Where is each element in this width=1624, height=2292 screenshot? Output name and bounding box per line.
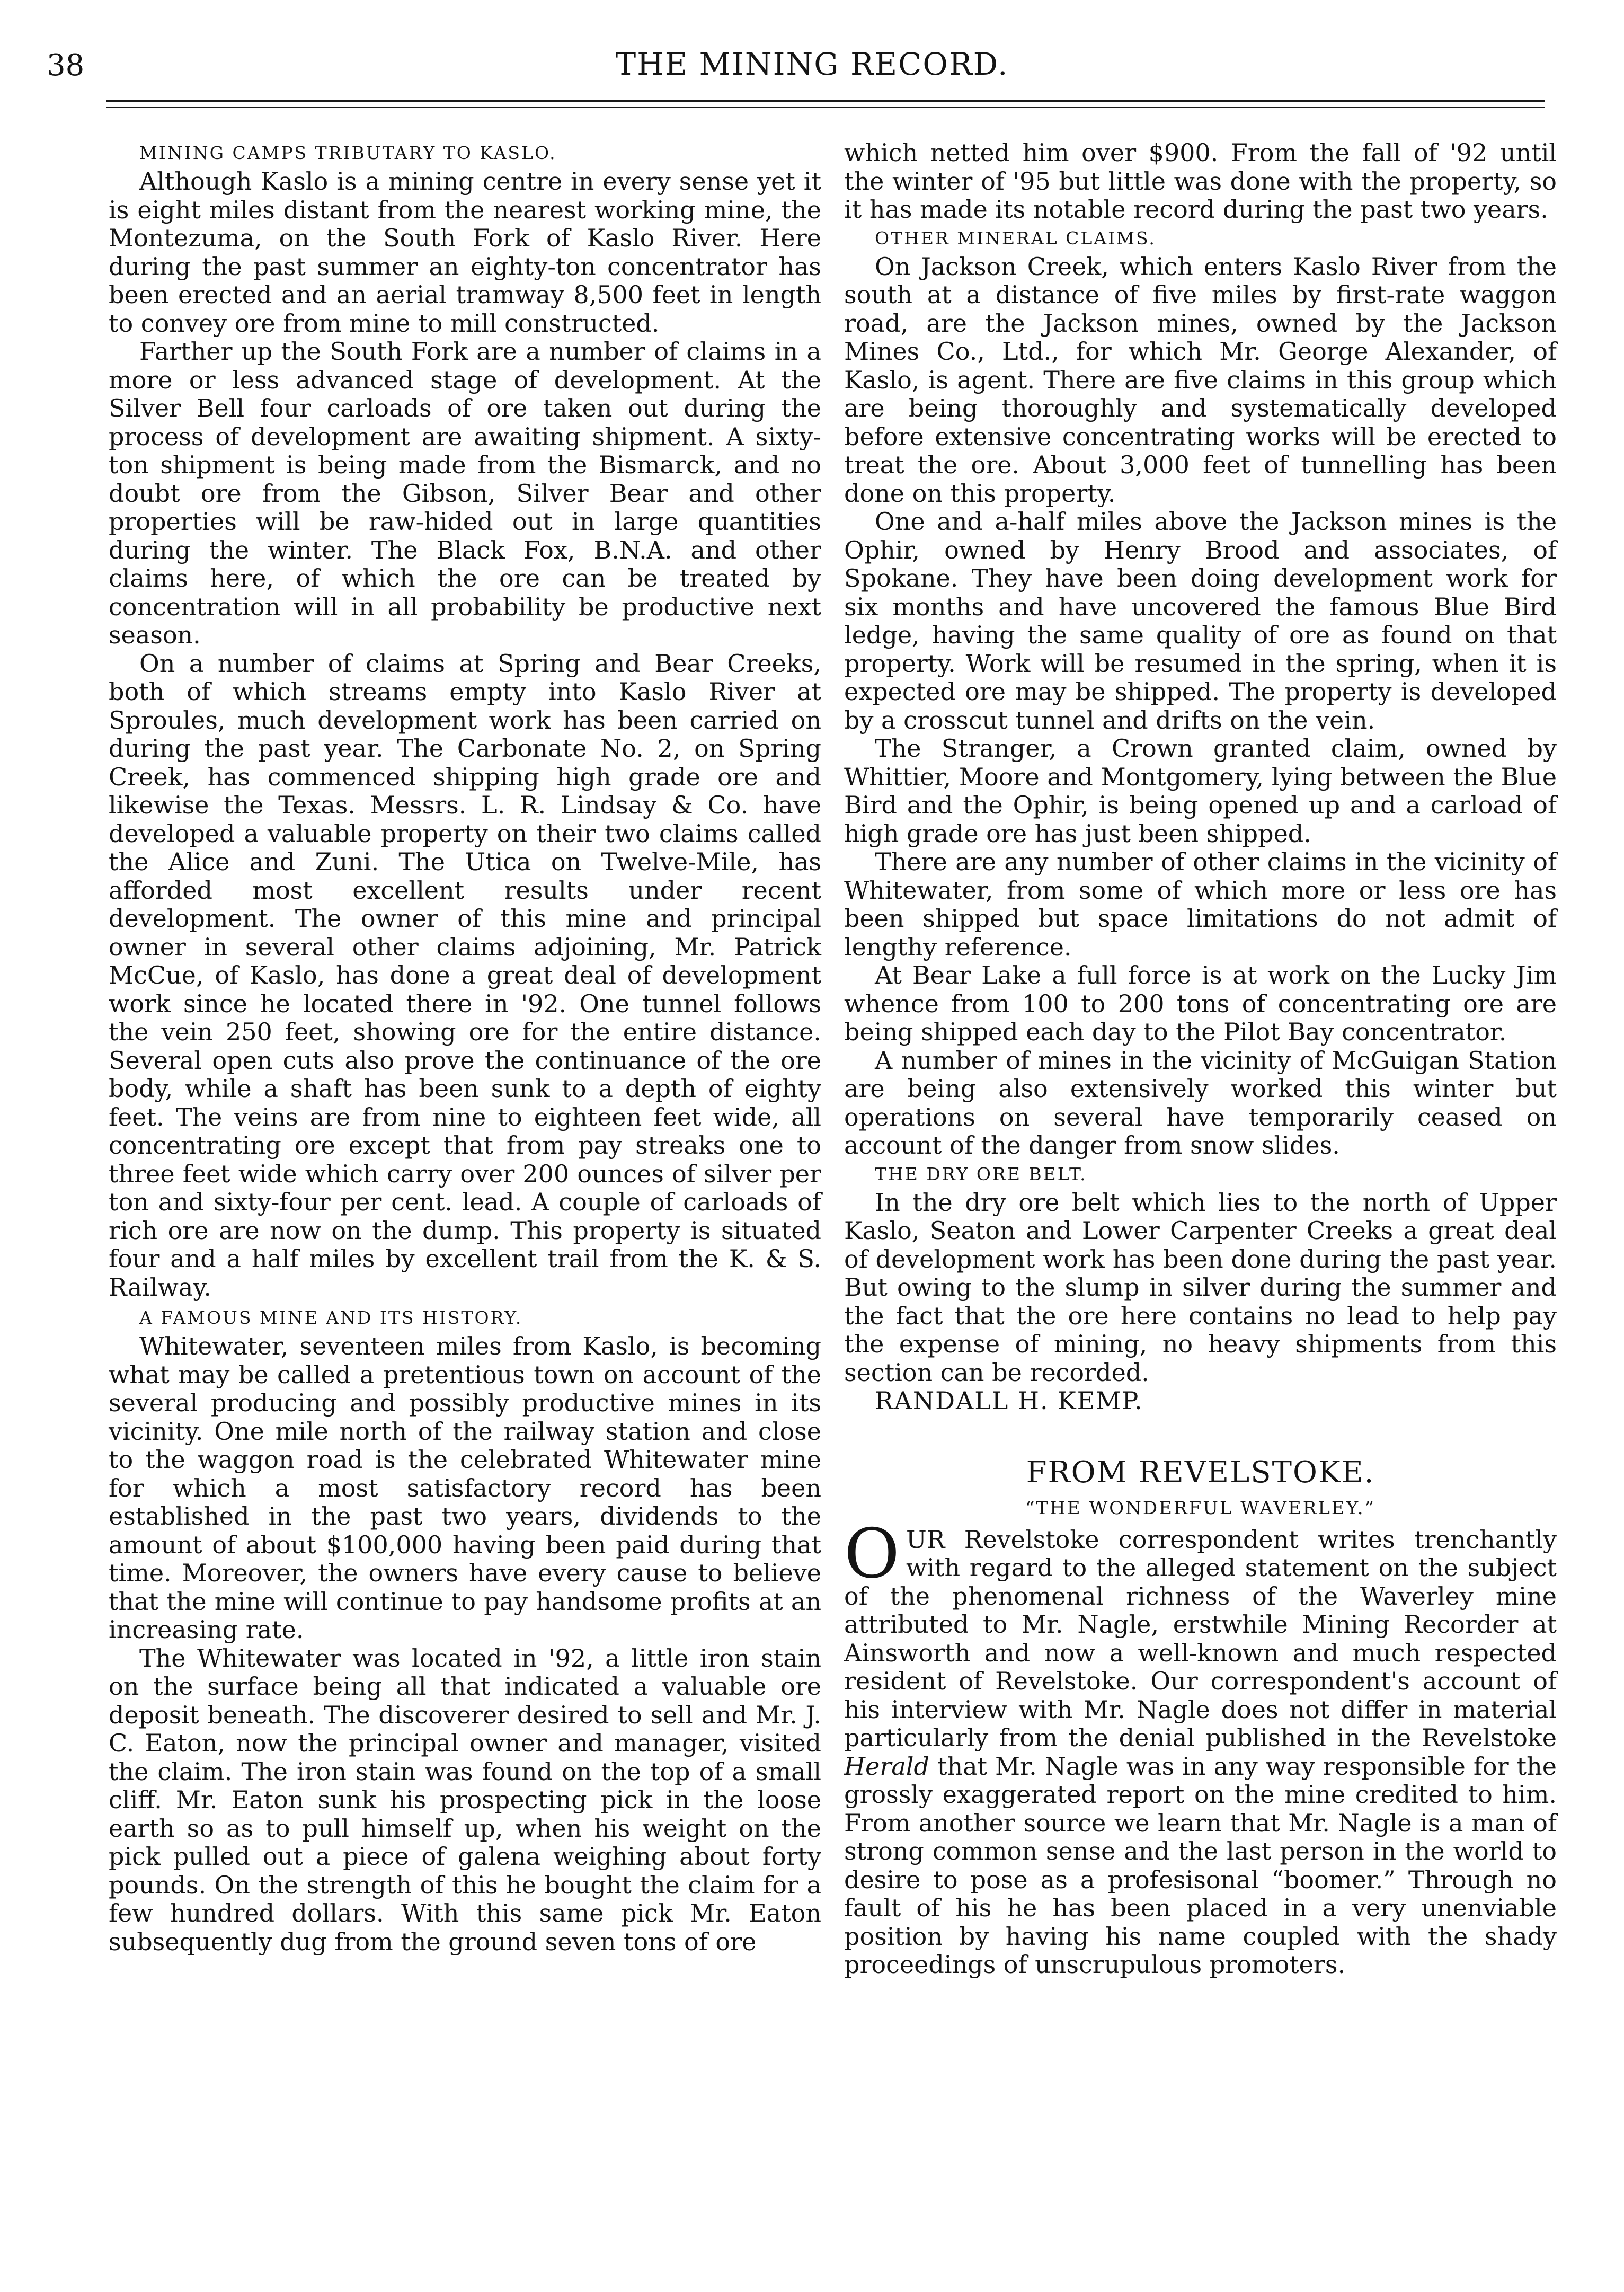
paragraph: Although Kaslo is a mining centre in every sense yet it is eight miles distant from the nearest working mine, the Montezuma, on the South Fork of Kaslo River. Here during the past summer an eighty-ton concentrator has been erected and an aerial tramway 8,500 feet in length to convey ore from mine to mill constructed. [109,167,821,338]
paragraph: A number of mines in the vicinity of McGuigan Station are being also extensively worked this winter but operations on several have temporarily ceased on account of the danger from snow slides. [844,1046,1557,1160]
continued-paragraph: which netted him over $900. From the fall of '92 until the winter of '95 but little was done with the property, so it has made its notable record during the past two years. [844,138,1557,224]
section-heading-dry-ore-belt: THE DRY ORE BELT. [875,1163,1087,1184]
paragraph: At Bear Lake a full force is at work on the Lucky Jim whence from 100 to 200 tons of concentrating ore are being shipped each day to the Pilot Bay concentrator. [844,961,1557,1046]
article-subtitle: “THE WONDERFUL WAVERLEY.” [1025,1497,1375,1519]
paragraph: One and a-half miles above the Jackson mines is the Ophir, owned by Henry Brood and associates, of Spokane. They have been doing development work for six months and have uncovered the famous Blue Bird ledge, having the same quality of ore as found on that property. Work will be resumed in the spring, when it is expected ore may be shipped. The property is developed by a crosscut tunnel and drifts on the vein. [844,507,1557,734]
page-title: THE MINING RECORD. [615,46,1009,82]
header-rule-thick [106,100,1545,102]
paragraph: The Whitewater was located in '92, a little iron stain on the surface being all that indicated a valuable ore deposit beneath. The discoverer desired to sell and Mr. J. C. Eaton, now the principal owner and manager, visited the claim. The iron stain was found on the top of a small cliff. Mr. Eaton sunk his prospecting pick in the loose earth so as to pull himself up, when his weight on the pick pulled out a piece of galena weighing about forty pounds. On the strength of this he bought the claim for a few hundred dollars. With this same pick Mr. Eaton subsequently dug from the ground seven tons of ore [109,1643,821,1956]
paragraph: In the dry ore belt which lies to the north of Upper Kaslo, Seaton and Lower Carpenter Creeks a great deal of development work has been done during the past year. But owing to the slump in silver during the summer and the fact that the ore here contains no lead to help pay the expense of mining, no heavy shipments from this section can be recorded. [844,1188,1557,1387]
drop-cap: O [844,1514,900,1594]
article-body [844,1514,1557,1979]
left-column [109,139,821,1956]
paragraph: There are any number of other claims in the vicinity of Whitewater, from some of which more or less ore has been shipped but space limitations do not admit of lengthy reference. [844,847,1557,961]
paragraph: The Stranger, a Crown granted claim, owned by Whittier, Moore and Montgomery, lying between the Blue Bird and the Ophir, is being opened up and a carload of high grade ore has just been shipped. [844,734,1557,848]
author-signature: RANDALL H. KEMP. [875,1386,1143,1415]
right-column [844,139,1557,1979]
section-heading-mining-camps: MINING CAMPS TRIBUTARY TO KASLO. [139,143,557,163]
paragraph: On a number of claims at Spring and Bear Creeks, both of which streams empty into Kaslo River at Sproules, much development work has been carried on during the past year. The Carbonate No. 2, on Spring Creek, has commenced shipping high grade ore and likewise the Texas. Messrs. L. R. Lindsay & Co. have developed a valuable property on their two claims called the Alice and Zuni. The Utica on Twelve-Mile, has afforded most excellent results under recent development. The owner of this mine and principal owner in several other claims adjoining, Mr. Patrick McCue, of Kaslo, has done a great deal of development work since he located there in '92. One tunnel follows the vein 250 feet, showing ore for the entire distance. Several open cuts also prove the continuance of the ore body, while a shaft has been sunk to a depth of eighty feet. The veins are from nine to eighteen feet wide, all concentrating ore except that from pay streaks one to three feet wide which carry over 200 ounces of silver per ton and sixty-four per cent. lead. A couple of carloads of rich ore are now on the dump. This property is situated four and a half miles by excellent trail from the K. & S. Railway. [109,649,821,1302]
article-body-start: UR Revelstoke correspondent writes trenchantly with regard to the alleged statement on the subject of the phenomenal richness of the Waverley mine attributed to Mr. Nagle, erstwhile Mining Recorder at Ainsworth and now a well-known and much respected resident of Revelstoke. Our correspondent's account of his interview with Mr. Nagle does not differ in material particularly from the denial published in the Revelstoke [844,1525,1557,1752]
newspaper-name: Herald [844,1751,929,1781]
header-rule-thin [106,107,1545,108]
page-number: 38 [47,48,85,83]
paragraph: Farther up the South Fork are a number of claims in a more or less advanced stage of development. At the Silver Bell four carloads of ore taken out during the process of development are awaiting shipment. A sixty-ton shipment is being made from the Bismarck, and no doubt ore from the Gibson, Silver Bear and other properties will be raw-hided out in large quantities during the winter. The Black Fox, B.N.A. and other claims here, of which the ore can be treated by concentration will in all probability be productive next season. [109,337,821,649]
paragraph: On Jackson Creek, which enters Kaslo River from the south at a distance of five miles by first-rate waggon road, are the Jackson mines, owned by the Jackson Mines Co., Ltd., for which Mr. George Alexander, of Kaslo, is agent. There are five claims in this group which are being thoroughly and systematically developed before extensive concentrating works will be erected to treat the ore. About 3,000 feet of tunnelling has been done on this property. [844,252,1557,508]
paragraph: Whitewater, seventeen miles from Kaslo, is becoming what may be called a pretentious town on account of the several producing and possibly productive mines in its vicinity. One mile north of the railway station and close to the waggon road is the celebrated Whitewater mine for which a most satisfactory record has been established in the past two years, dividends to the amount of about $100,000 having been paid during that time. Moreover, the owners have every cause to believe that the mine will continue to pay handsome profits at an increasing rate. [109,1332,821,1644]
article-title-from-revelstoke: FROM REVELSTOKE. [1026,1455,1375,1490]
section-heading-famous-mine: A FAMOUS MINE AND ITS HISTORY. [139,1307,523,1328]
article-body-end: that Mr. Nagle was in any way responsible for the grossly exaggerated report on the mine credited to him. From another source we learn that Mr. Nagle is a man of strong common sense and the last person in the world to desire to pose as a profesisonal “boomer.” Through no fault of his he has been placed in a very unenviable position by having his name coupled with the shady proceedings of unscrupulous promoters. [844,1751,1557,1979]
section-heading-other-claims: OTHER MINERAL CLAIMS. [875,227,1156,249]
